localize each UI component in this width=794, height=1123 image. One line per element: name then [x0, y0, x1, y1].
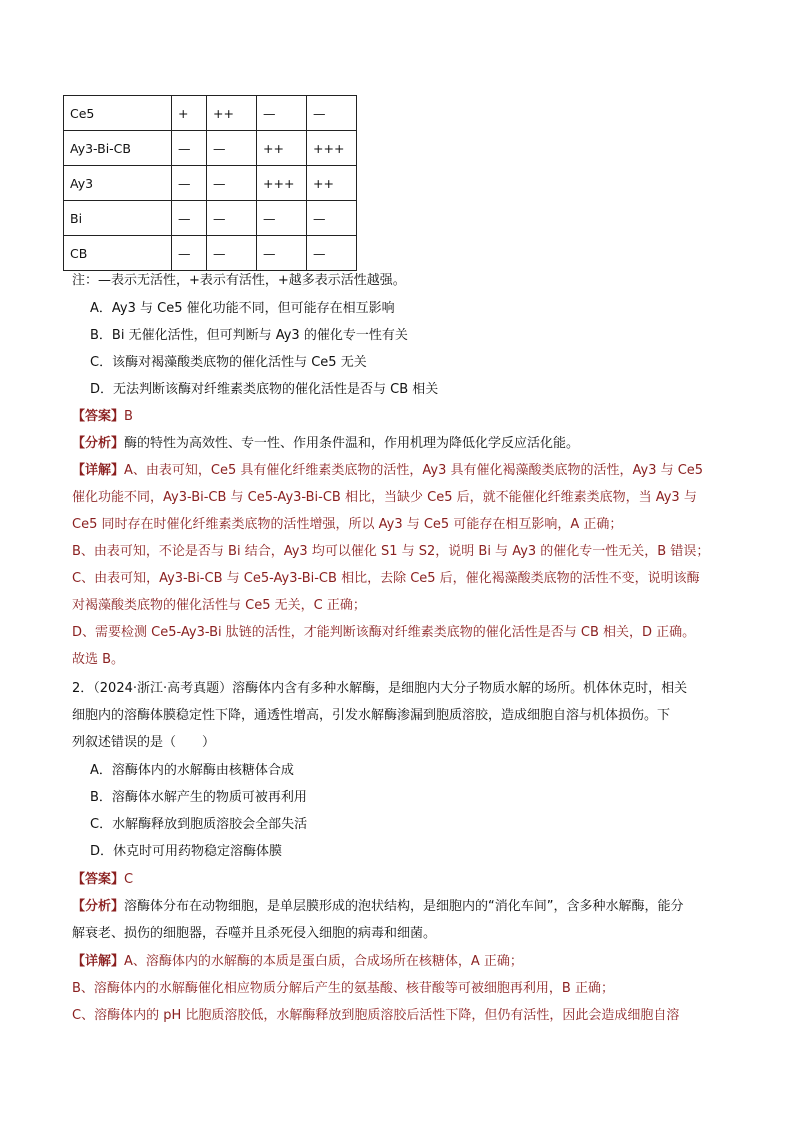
detail-label: 【详解】 — [72, 463, 125, 478]
q2-stem-line: 列叙述错误的是（ ） — [72, 735, 216, 750]
analysis-label: 【分析】 — [72, 436, 125, 451]
answer-value: C — [124, 872, 134, 887]
q2-detail-line: B、溶酶体内的水解酶催化相应物质分解后产生的氨基酸、核苷酸等可被细胞再利用，B 正确； — [72, 981, 614, 996]
q1-detail-line: C、由表可知，Ay3-Bi-CB 与 Ce5-Ay3-Bi-CB 相比，去除 Ce5 后，催化褐藻酸类底物的活性不变，说明该酶 — [72, 571, 700, 586]
table-row — [64, 236, 357, 271]
table-row — [64, 166, 357, 201]
table-cell-name: Ay3-Bi-CB — [64, 131, 172, 166]
table-row — [64, 131, 357, 166]
table-row — [64, 201, 357, 236]
q2-answer — [72, 870, 133, 890]
table-cell: — — [207, 166, 257, 201]
table-cell: — — [172, 236, 207, 271]
q1-option-a: A．Ay3 与 Ce5 催化功能不同，但可能存在相互影响 — [90, 301, 395, 316]
table-cell: — — [172, 131, 207, 166]
q2-detail-line: C、溶酶体内的 pH 比胞质溶胶低，水解酶释放到胞质溶胶后活性下降，但仍有活性，因此会造成细胞自溶 — [72, 1008, 680, 1023]
q1-detail-line: Ce5 同时存在时催化纤维素类底物的活性增强，所以 Ay3 与 Ce5 可能存在相互影响，A 正确； — [72, 517, 623, 532]
table-cell: — — [257, 236, 307, 271]
detail-label: 【详解】 — [72, 954, 125, 969]
q2-analysis-line: 解衰老、损伤的细胞器，吞噬并且杀死侵入细胞的病毒和细菌。 — [72, 926, 437, 941]
table-row — [64, 96, 357, 131]
table-cell: — — [307, 236, 357, 271]
table-cell-name: CB — [64, 236, 172, 271]
table-cell: — — [172, 201, 207, 236]
table-cell: + — [172, 96, 207, 131]
q1-option-c: C．该酶对褐藻酸类底物的催化活性与 Ce5 无关 — [90, 355, 367, 370]
table-cell: ++ — [207, 96, 257, 131]
table-cell: — — [207, 131, 257, 166]
q1-detail-line: 故选 B。 — [72, 652, 125, 667]
table-cell-name: Bi — [64, 201, 172, 236]
q1-detail-line: B、由表可知，不论是否与 Bi 结合，Ay3 均可以催化 S1 与 S2，说明 Bi 与 Ay3 的催化专一性无关，B 错误； — [72, 544, 710, 559]
table-cell: ++ — [257, 131, 307, 166]
activity-table — [63, 95, 357, 271]
table-cell: — — [307, 201, 357, 236]
table-cell: — — [257, 96, 307, 131]
q1-detail-line: 对褐藻酸类底物的催化活性与 Ce5 无关，C 正确； — [72, 598, 366, 613]
q2-option-b: B．溶酶体水解产生的物质可被再利用 — [90, 790, 307, 805]
analysis-label: 【分析】 — [72, 899, 125, 914]
q1-answer — [72, 407, 133, 427]
analysis-text: 酶的特性为高效性、专一性、作用条件温和，作用机理为降低化学反应活化能。 — [124, 436, 580, 451]
table-cell: — — [172, 166, 207, 201]
q2-option-a: A．溶酶体内的水解酶由核糖体合成 — [90, 763, 294, 778]
q1-detail-line: D、需要检测 Ce5-Ay3-Bi 肽链的活性，才能判断该酶对纤维素类底物的催化活性是否与 CB 相关，D 正确。 — [72, 625, 696, 640]
table-cell: — — [307, 96, 357, 131]
q1-detail-line — [72, 461, 703, 481]
q1-analysis — [72, 434, 579, 454]
table-cell: ++ — [307, 166, 357, 201]
q1-option-d: D．无法判断该酶对纤维素类底物的催化活性是否与 CB 相关 — [90, 382, 439, 397]
table-cell: — — [207, 201, 257, 236]
table-note: 注：—表示无活性，+表示有活性，+越多表示活性越强。 — [72, 273, 406, 288]
q1-detail-line: 催化功能不同，Ay3-Bi-CB 与 Ce5-Ay3-Bi-CB 相比，当缺少 Ce5 后，就不能催化纤维素类底物，当 Ay3 与 — [72, 490, 697, 505]
analysis-text: 溶酶体分布在动物细胞，是单层膜形成的泡状结构，是细胞内的“消化车间”，含多种水解酶，能分 — [124, 899, 684, 914]
q1-option-b: B．Bi 无催化活性，但可判断与 Ay3 的催化专一性有关 — [90, 328, 408, 343]
q2-detail-line — [72, 952, 523, 972]
answer-value: B — [124, 409, 133, 424]
q2-option-c: C．水解酶释放到胞质溶胶会全部失活 — [90, 817, 308, 832]
table-cell: +++ — [257, 166, 307, 201]
table-cell: — — [207, 236, 257, 271]
table-cell-name: Ce5 — [64, 96, 172, 131]
answer-label: 【答案】 — [72, 409, 125, 424]
detail-text: A、由表可知，Ce5 具有催化纤维素类底物的活性，Ay3 具有催化褐藻酸类底物的活性，Ay3 与 Ce5 — [124, 463, 704, 478]
q2-option-d: D．休克时可用药物稳定溶酶体膜 — [90, 844, 283, 859]
detail-text: A、溶酶体内的水解酶的本质是蛋白质，合成场所在核糖体，A 正确； — [124, 954, 523, 969]
q2-stem-line: 2．（2024·浙江·高考真题）溶酶体内含有多种水解酶，是细胞内大分子物质水解的场所。机体休克时，相关 — [72, 681, 688, 696]
answer-label: 【答案】 — [72, 872, 125, 887]
table-cell-name: Ay3 — [64, 166, 172, 201]
table-cell: +++ — [307, 131, 357, 166]
q2-stem-line: 细胞内的溶酶体膜稳定性下降，通透性增高，引发水解酶渗漏到胞质溶胶，造成细胞自溶与机体损伤。下 — [72, 708, 671, 723]
table-cell: — — [257, 201, 307, 236]
q2-analysis-line — [72, 897, 684, 917]
